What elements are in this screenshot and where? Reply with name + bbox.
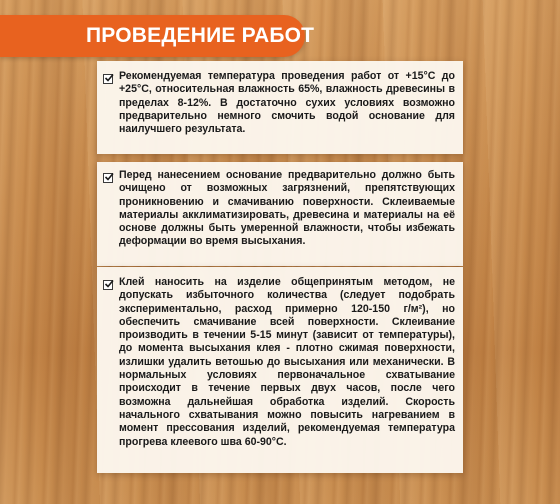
card-text: Перед нанесением основание предварительно должно быть очищено от возможных загрязнений, препятствующих проникновению и смачиванию поверхности. Склеиваемые материалы акклиматизировать, древесина и материалы на её основе должны быть умеренной влажности, чтобы избежать деформации во время высыхания. bbox=[119, 169, 455, 248]
section-title: ПРОВЕДЕНИЕ РАБОТ bbox=[86, 24, 315, 47]
section-header bbox=[0, 15, 315, 57]
card-text: Рекомендуемая температура проведения работ от +15°С до +25°С, относительная влажность 65%, влажность древесины в пределах 8-12%. В достаточно сухих условиях возможно предварительно немного смочить водой основание для наилучшего результата. bbox=[119, 70, 455, 136]
checkbox-check-icon bbox=[103, 280, 113, 290]
instruction-card-application bbox=[97, 267, 463, 473]
checkbox-check-icon bbox=[103, 173, 113, 183]
instruction-card-conditions bbox=[97, 61, 463, 154]
instruction-card-preparation bbox=[97, 162, 463, 266]
card-text: Клей наносить на изделие общепринятым методом, не допускать избыточного количества (следует подобрать экспериментально, расход примерно 120-150 г/м²), но обеспечить смачивание всей поверхности. Склеивание производить в течении 5-15 минут (зависит от температуры), до момента высыхания клея - плотно сжимая поверхности, излишки удалить ветошью до высыхания или механически. В нормальных условиях первоначальное схватывание происходит в течение первых двух часов, после чего возможна дальнейшая обработка изделий. Скорость начального схватывания можно повысить нагреванием в момент прессования изделий, рекомендуемая температура прогрева клеевого шва 60-90°С. bbox=[119, 276, 455, 448]
checkbox-check-icon bbox=[103, 74, 113, 84]
